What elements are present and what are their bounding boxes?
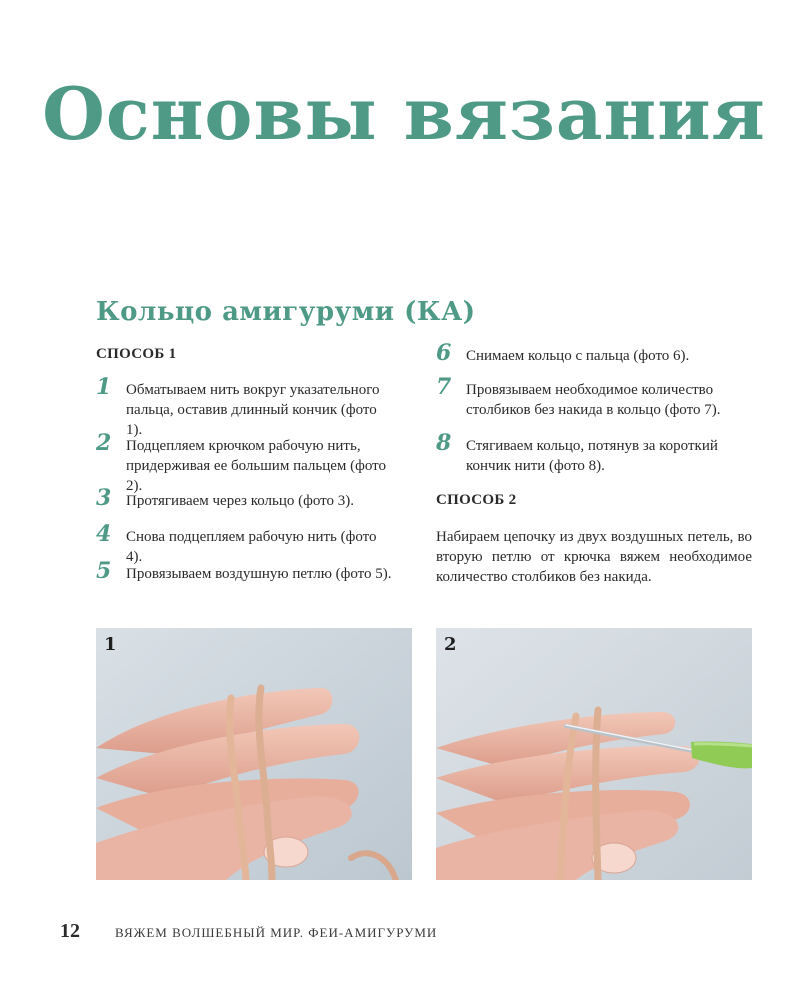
step-number: 7 bbox=[436, 374, 452, 400]
step-5 bbox=[96, 558, 396, 584]
step-1 bbox=[96, 374, 396, 440]
hand-with-yarn-illustration bbox=[96, 628, 412, 880]
step-text: Снова подцепляем рабочую нить (фото 4). bbox=[126, 529, 377, 565]
step-text: Обматываем нить вокруг указательного пальца, оставив длинный кончик (фото 1). bbox=[126, 382, 380, 438]
step-number: 6 bbox=[436, 340, 452, 366]
step-4 bbox=[96, 521, 396, 567]
photo-number: 2 bbox=[444, 634, 457, 655]
step-text: Провязываем необходимое количество столбиков без накида в кольцо (фото 7). bbox=[466, 382, 721, 418]
section-title: Кольцо амигуруми (КА) bbox=[96, 297, 476, 327]
running-footer: ВЯЖЕМ ВОЛШЕБНЫЙ МИР. ФЕИ-АМИГУРУМИ bbox=[115, 925, 438, 940]
hand-with-hook-illustration bbox=[436, 628, 752, 880]
step-number: 3 bbox=[96, 485, 112, 511]
step-number: 5 bbox=[96, 558, 112, 584]
step-text: Провязываем воздушную петлю (фото 5). bbox=[126, 566, 392, 582]
step-number: 2 bbox=[96, 430, 112, 456]
page-title: Основы вязания bbox=[42, 71, 766, 156]
step-text: Подцепляем крючком рабочую нить, придерживая ее большим пальцем (фото 2). bbox=[126, 438, 387, 494]
step-number: 4 bbox=[96, 521, 112, 547]
step-text: Стягиваем кольцо, потянув за короткий кончик нити (фото 8). bbox=[466, 438, 718, 474]
step-7 bbox=[436, 374, 752, 420]
step-number: 8 bbox=[436, 430, 452, 456]
step-3 bbox=[96, 485, 396, 511]
step-6 bbox=[436, 340, 752, 366]
method-2-text: Набираем цепочку из двух воздушных петель, во вторую петлю от крючка вяжем необходимое количество столбиков без накида. bbox=[436, 529, 752, 585]
step-8 bbox=[436, 430, 752, 476]
step-2 bbox=[96, 430, 396, 496]
step-text: Протягиваем через кольцо (фото 3). bbox=[126, 493, 355, 509]
step-number: 1 bbox=[96, 374, 112, 400]
page-number: 12 bbox=[60, 920, 80, 942]
method-1-heading: СПОСОБ 1 bbox=[96, 346, 177, 362]
photo-number: 1 bbox=[104, 634, 117, 655]
step-text: Снимаем кольцо с пальца (фото 6). bbox=[466, 348, 690, 364]
photo-2 bbox=[436, 628, 752, 880]
method-2-heading: СПОСОБ 2 bbox=[436, 492, 517, 508]
photo-1 bbox=[96, 628, 412, 880]
